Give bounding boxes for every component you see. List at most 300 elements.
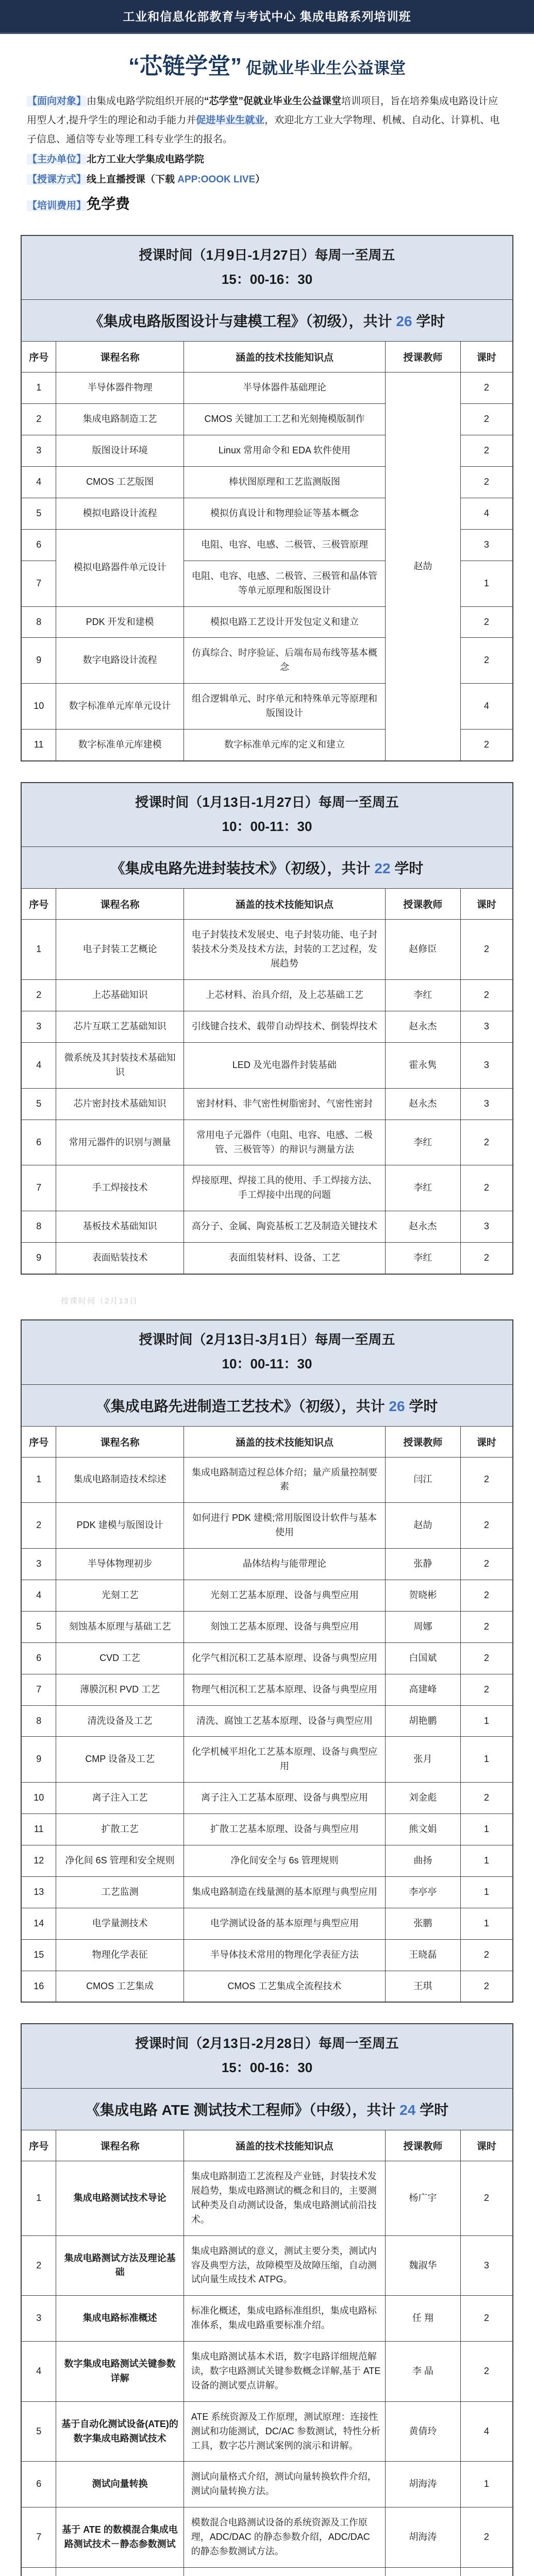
course-name-cell: CVD 工艺 xyxy=(56,1642,184,1674)
teacher-cell: 赵永杰 xyxy=(385,1211,460,1243)
table-row xyxy=(21,1971,513,2002)
course-name-cell: 离子注入工艺 xyxy=(56,1783,184,1814)
schedule-line2: 10：00-11：30 xyxy=(222,1355,312,1371)
course-name-cell: 表面贴装技术 xyxy=(56,1243,183,1274)
topics-cell: 密封材料、非气密性树脂密封、气密性密封 xyxy=(183,1088,385,1120)
table-row xyxy=(21,1243,513,1274)
topics-cell: 扩散工艺基本原理、设备与典型应用 xyxy=(183,1814,385,1845)
total-hours: 24 xyxy=(399,2102,416,2119)
teacher-cell: 霍永隽 xyxy=(385,1042,460,1088)
hours-cell: 3 xyxy=(460,1011,513,1043)
course-name-cell: 半导体物理初步 xyxy=(56,1549,184,1580)
audience-mid: 培训项目，旨在培养集成电路设计应用型人才,提升学生的理论和动手能力并 xyxy=(27,96,498,126)
topics-cell: 模拟电路工艺设计开发包定义和建立 xyxy=(183,606,385,638)
table-title-suffix: 学时 xyxy=(415,2102,449,2119)
hours-cell: 4 xyxy=(460,684,513,730)
hours-cell xyxy=(460,2567,513,2576)
hours-cell: 2 xyxy=(460,638,513,684)
topics-cell: 表面组装材料、设备、工艺 xyxy=(183,1243,385,1274)
table-row xyxy=(21,1642,513,1674)
row-number-cell: 4 xyxy=(21,2342,56,2402)
row-number-cell: 16 xyxy=(21,1971,56,2002)
teacher-cell: 张月 xyxy=(386,1737,461,1783)
topics-cell: 引线键合技术、载带自动焊技术、倒装焊技术 xyxy=(183,1011,385,1043)
table-row xyxy=(21,1120,513,1165)
organizer-value: 北方工业大学集成电路学院 xyxy=(87,154,205,165)
row-number-cell: 7 xyxy=(21,1674,56,1705)
row-number-cell: 6 xyxy=(21,529,56,561)
table-title: 《集成电路 ATE 测试技术工程师》（中级），共计 xyxy=(85,2102,400,2119)
hours-cell: 2 xyxy=(460,404,513,435)
hours-cell: 1 xyxy=(460,1876,513,1908)
column-header: 课程名称 xyxy=(56,2130,183,2161)
teacher-cell: 李红 xyxy=(385,1120,460,1165)
teacher-cell: 黄倩玲 xyxy=(386,2401,461,2462)
topics-cell: 晶体结构与能带理论 xyxy=(183,1549,385,1580)
column-header: 涵盖的技术技能知识点 xyxy=(183,889,385,920)
teacher-cell: 白国斌 xyxy=(386,1642,461,1674)
course-name-cell: 模拟电路设计流程 xyxy=(56,498,184,529)
hours-cell: 2 xyxy=(460,2342,513,2402)
teacher-cell: 张鹏 xyxy=(386,1908,461,1939)
course-table-layout-design xyxy=(21,235,513,761)
table-row xyxy=(21,1042,513,1088)
hours-cell: 2 xyxy=(460,2161,513,2236)
teacher-cell: 杨广宇 xyxy=(386,2161,461,2236)
ghost-text: 授课时间（2月13日 xyxy=(61,1296,139,1306)
teacher-cell: 刘金彪 xyxy=(386,1783,461,1814)
hours-cell: 2 xyxy=(460,372,513,404)
table-row xyxy=(21,1845,513,1877)
course-table-advanced-manufacturing xyxy=(21,1319,513,2003)
total-hours: 26 xyxy=(389,1398,405,1414)
total-hours: 22 xyxy=(374,860,391,877)
teacher-cell: 李 晶 xyxy=(386,2342,461,2402)
teacher-cell: 李红 xyxy=(385,980,460,1011)
row-number-cell: 4 xyxy=(21,1042,56,1088)
course-name-cell: 物理化学表征 xyxy=(56,1939,184,1971)
column-header: 序号 xyxy=(21,342,56,372)
hours-cell: 1 xyxy=(460,2462,513,2507)
course-name-cell: 集成电路制造技术综述 xyxy=(56,1457,184,1503)
hours-cell: 2 xyxy=(460,1120,513,1165)
row-number-cell: 1 xyxy=(21,1457,56,1503)
schedule-line1: 授课时间（2月13日-3月1日）每周一至周五 xyxy=(139,1331,395,1347)
topics-cell: 集成电路测试基本术语，数字电路详细规范解读，数字电路测试关键参数概念详解,基于 ATE 设备的测试要点讲解。 xyxy=(183,2342,385,2402)
hours-cell: 2 xyxy=(460,467,513,498)
topics-cell: 模数混合电路测试设备的系统资源及工作原理，ADC/DAC 的静态参数介绍，ADC/DAC 的静态参数测试方法。 xyxy=(183,2507,385,2568)
table-row xyxy=(21,1814,513,1845)
hours-cell: 2 xyxy=(460,730,513,761)
hours-cell: 3 xyxy=(460,1042,513,1088)
table-title-row xyxy=(21,1384,513,1426)
topics-cell: 离子注入工艺基本原理、设备与典型应用 xyxy=(183,1783,385,1814)
course-name-cell: PDK 建模与版图设计 xyxy=(56,1503,184,1549)
hours-cell: 2 xyxy=(460,1503,513,1549)
teacher-cell: 胡艳鹏 xyxy=(386,1705,461,1737)
column-header: 课时 xyxy=(460,889,513,920)
teacher-cell: 曲扬 xyxy=(386,1845,461,1877)
hours-cell: 4 xyxy=(460,498,513,529)
column-header: 授课教师 xyxy=(386,342,461,372)
course-name-cell: 手工焊接技术 xyxy=(56,1165,183,1211)
row-number-cell: 2 xyxy=(21,1503,56,1549)
hours-cell: 2 xyxy=(460,2507,513,2568)
teacher-cell: 高建峰 xyxy=(386,1674,461,1705)
course-name-cell: 刻蚀基本原理与基础工艺 xyxy=(56,1611,184,1642)
column-header-row xyxy=(21,342,513,372)
course-name-cell: 数字标准单元库建模 xyxy=(56,730,184,761)
page-title-quoted: “芯链学堂” xyxy=(128,54,242,79)
teacher-cell: 闫江 xyxy=(386,1457,461,1503)
table-row xyxy=(21,2296,513,2342)
schedule-row xyxy=(21,235,513,300)
table-row xyxy=(21,2507,513,2568)
fee-value: 免学费 xyxy=(87,196,130,212)
hours-cell: 2 xyxy=(460,1642,513,1674)
row-number-cell: 1 xyxy=(21,2161,56,2236)
audience-post: ，欢迎北方工业大学物理、机械、自动化、计算机、电子信息、通信等专业等理工科专业学生的报名。 xyxy=(27,115,500,145)
row-number-cell: 11 xyxy=(21,730,56,761)
course-name-cell: 数字电路设计流程 xyxy=(56,638,184,684)
topics-cell: 净化间安全与 6s 管理规则 xyxy=(183,1845,385,1877)
hours-cell: 1 xyxy=(460,1705,513,1737)
table-row xyxy=(21,1165,513,1211)
teacher-cell: 李红 xyxy=(385,1165,460,1211)
row-number-cell xyxy=(21,2567,56,2576)
topics-cell: Linux 常用命令和 EDA 软件使用 xyxy=(183,435,385,467)
table-title-row xyxy=(21,847,513,889)
table-row xyxy=(21,1908,513,1939)
course-name-cell: 集成电路测试方法及理论基础 xyxy=(56,2235,183,2296)
row-number-cell: 1 xyxy=(21,920,56,980)
top-banner-text: 工业和信息化部教育与考试中心 集成电路系列培训班 xyxy=(123,10,411,23)
table-title-suffix: 学时 xyxy=(405,1398,438,1414)
hours-cell: 1 xyxy=(460,561,513,606)
table-title-row xyxy=(21,2089,513,2130)
topics-cell: 化学机械平坦化工艺基本原理、设备与典型应用 xyxy=(183,1737,385,1783)
organizer-label: 【主办单位】 xyxy=(27,154,87,165)
teacher-cell: 贺晓彬 xyxy=(386,1580,461,1612)
course-table-ate-testing xyxy=(21,2023,513,2576)
table-row xyxy=(21,1549,513,1580)
course-name-cell: 数字集成电路测试关键参数详解 xyxy=(56,2342,183,2402)
table-row xyxy=(21,1457,513,1503)
course-name-cell: 数字标准单元库单元设计 xyxy=(56,684,184,730)
course-name-cell: 微系统及其封装技术基础知识 xyxy=(56,1042,183,1088)
hours-cell: 2 xyxy=(460,1580,513,1612)
column-header-row xyxy=(21,889,513,920)
course-name-cell: 上芯基础知识 xyxy=(56,980,183,1011)
schedule-line2: 15：00-16：30 xyxy=(221,271,313,287)
table-title-row xyxy=(21,300,513,342)
method-post: ） xyxy=(255,174,265,185)
column-header: 涵盖的技术技能知识点 xyxy=(183,2130,385,2161)
course-name-cell: 集成电路制造工艺 xyxy=(56,404,184,435)
table-row xyxy=(21,2161,513,2236)
schedule-row xyxy=(21,1320,513,1384)
row-number-cell: 12 xyxy=(21,1845,56,1877)
course-name-cell: 半导体器件物理 xyxy=(56,372,184,404)
topics-cell: CMOS 关键加工工艺和光刻掩模版制作 xyxy=(183,404,385,435)
table-row xyxy=(21,2567,513,2576)
row-number-cell: 14 xyxy=(21,1908,56,1939)
course-name-cell: 电子封装工艺概论 xyxy=(56,920,183,980)
row-number-cell: 10 xyxy=(21,684,56,730)
column-header: 序号 xyxy=(21,2130,56,2161)
table-body xyxy=(21,1457,513,2002)
teacher-cell: 赵永杰 xyxy=(385,1011,460,1043)
audience-highlight: 促进毕业生就业 xyxy=(196,115,265,126)
hours-cell: 4 xyxy=(460,2401,513,2462)
table-row xyxy=(21,1876,513,1908)
course-name-cell: 电学量测技术 xyxy=(56,1908,184,1939)
top-banner xyxy=(0,0,534,34)
column-header: 涵盖的技术技能知识点 xyxy=(183,1426,385,1457)
hours-cell: 2 xyxy=(460,435,513,467)
hours-cell: 2 xyxy=(460,2296,513,2342)
hours-cell: 2 xyxy=(460,980,513,1011)
topics-cell: 清洗、腐蚀工艺基本原理、设备与典型应用 xyxy=(183,1705,385,1737)
hours-cell: 2 xyxy=(460,1165,513,1211)
method-label: 【授课方式】 xyxy=(27,174,87,185)
course-name-cell xyxy=(56,2567,183,2576)
teacher-cell: 熊文娟 xyxy=(386,1814,461,1845)
table-row xyxy=(21,1783,513,1814)
schedule-line1: 授课时间（2月13日-2月28日）每周一至周五 xyxy=(135,2036,399,2052)
topics-cell: 电学测试设备的基本原理与典型应用 xyxy=(183,1908,385,1939)
hours-cell: 2 xyxy=(460,1939,513,1971)
fee-label: 【培训费用】 xyxy=(27,200,87,212)
row-number-cell: 5 xyxy=(21,1611,56,1642)
row-number-cell: 8 xyxy=(21,1211,56,1243)
topics-cell: 仿真综合、时序验证、后端布局布线等基本概念 xyxy=(183,638,385,684)
column-header: 课时 xyxy=(460,342,513,372)
row-number-cell: 9 xyxy=(21,1243,56,1274)
hours-cell: 2 xyxy=(460,1674,513,1705)
teacher-cell: 赵劼 xyxy=(386,1503,461,1549)
row-number-cell: 2 xyxy=(21,404,56,435)
row-number-cell: 10 xyxy=(21,1783,56,1814)
column-header: 课程名称 xyxy=(56,342,184,372)
hours-cell: 3 xyxy=(460,529,513,561)
table-title: 《集成电路先进制造工艺技术》（初级），共计 xyxy=(96,1398,389,1414)
course-name-cell: 芯片互联工艺基础知识 xyxy=(56,1011,183,1043)
column-header-row xyxy=(21,1426,513,1457)
course-name-cell: 基于自动化测试设备(ATE)的数字集成电路测试技术 xyxy=(56,2401,183,2462)
teacher-cell: 赵修臣 xyxy=(385,920,460,980)
course-name-cell: 集成电路测试技术导论 xyxy=(56,2161,183,2236)
row-number-cell: 8 xyxy=(21,606,56,638)
page-title xyxy=(0,47,534,80)
table-title-suffix: 学时 xyxy=(390,860,424,877)
teacher-cell: 李红 xyxy=(385,1243,460,1274)
row-number-cell: 13 xyxy=(21,1876,56,1908)
column-header: 课程名称 xyxy=(56,889,183,920)
table-row xyxy=(21,2462,513,2507)
schedule-line1: 授课时间（1月13日-1月27日）每周一至周五 xyxy=(135,794,399,810)
column-header: 授课教师 xyxy=(386,2130,461,2161)
organizer-paragraph xyxy=(27,150,507,169)
course-name-cell: 常用元器件的识别与测量 xyxy=(56,1120,183,1165)
total-hours: 26 xyxy=(396,313,412,330)
table-row xyxy=(21,1088,513,1120)
schedule-row xyxy=(21,783,513,847)
hours-cell: 2 xyxy=(460,1611,513,1642)
column-header: 授课教师 xyxy=(385,889,460,920)
table-row xyxy=(21,2342,513,2402)
topics-cell: 模拟仿真设计和物理验证等基本概念 xyxy=(183,498,385,529)
column-header: 授课教师 xyxy=(386,1426,461,1457)
course-name-cell: PDK 开发和建模 xyxy=(56,606,184,638)
row-number-cell: 4 xyxy=(21,1580,56,1612)
teacher-cell: 胡海涛 xyxy=(386,2462,461,2507)
course-name-cell: 集成电路标准概述 xyxy=(56,2296,183,2342)
hours-cell: 2 xyxy=(460,1549,513,1580)
column-header: 课时 xyxy=(460,1426,513,1457)
topics-cell: 组合逻辑单元、时序单元和特殊单元等原理和版图设计 xyxy=(183,684,385,730)
schedule-line2: 15：00-16：30 xyxy=(221,2060,313,2076)
table-body xyxy=(21,920,513,1274)
row-number-cell: 8 xyxy=(21,1705,56,1737)
topics-cell: 标准化概述，集成电路标准组织，集成电路标准体系，集成电路重要标准介绍。 xyxy=(183,2296,385,2342)
teacher-cell: 王琪 xyxy=(386,1971,461,2002)
column-header: 课程名称 xyxy=(56,1426,184,1457)
audience-label: 【面向对象】 xyxy=(27,96,87,107)
hours-cell: 2 xyxy=(460,1457,513,1503)
row-number-cell: 3 xyxy=(21,435,56,467)
schedule-line1: 授课时间（1月9日-1月27日）每周一至周五 xyxy=(139,247,395,263)
row-number-cell: 7 xyxy=(21,561,56,606)
course-name-cell: CMOS 工艺版图 xyxy=(56,467,184,498)
hours-cell: 2 xyxy=(460,1783,513,1814)
course-name-cell: 薄膜沉积 PVD 工艺 xyxy=(56,1674,184,1705)
topics-cell: 数字标准单元库的定义和建立 xyxy=(183,730,385,761)
table-row xyxy=(21,1503,513,1549)
topics-cell: LED 及光电器件封装基础 xyxy=(183,1042,385,1088)
row-number-cell: 6 xyxy=(21,2462,56,2507)
teacher-cell: 魏淑华 xyxy=(386,2235,461,2296)
column-header: 课时 xyxy=(460,2130,513,2161)
hours-cell: 1 xyxy=(460,1814,513,1845)
table-row xyxy=(21,2235,513,2296)
row-number-cell: 9 xyxy=(21,1737,56,1783)
topics-cell: CMOS 工艺集成全流程技术 xyxy=(183,1971,385,2002)
topics-cell: 电阻、电容、电感、二极管、三极管和晶体管等单元原理和版图设计 xyxy=(183,561,385,606)
column-header: 序号 xyxy=(21,889,56,920)
column-header: 涵盖的技术技能知识点 xyxy=(183,342,385,372)
topics-cell: 电子封装技术发展史、电子封装功能、电子封装技术分类及技术方法，封装的工艺过程，发展趋势 xyxy=(183,920,385,980)
table-title: 《集成电路版图设计与建模工程》（初级），共计 xyxy=(89,313,396,330)
table-row xyxy=(21,980,513,1011)
course-name-cell: 清洗设备及工艺 xyxy=(56,1705,184,1737)
row-number-cell: 2 xyxy=(21,2235,56,2296)
table-row xyxy=(21,1939,513,1971)
column-header-row xyxy=(21,2130,513,2161)
row-number-cell: 3 xyxy=(21,2296,56,2342)
table-row xyxy=(21,372,513,404)
hours-cell: 3 xyxy=(460,1088,513,1120)
topics-cell: 焊接原理、焊接工具的使用、手工焊接方法、手工焊接中出现的问题 xyxy=(183,1165,385,1211)
teacher-cell: 赵永杰 xyxy=(385,1088,460,1120)
topics-cell: 化学气相沉积工艺基本原理、设备与典型应用 xyxy=(183,1642,385,1674)
teacher-cell: 李亭亭 xyxy=(386,1876,461,1908)
row-number-cell: 11 xyxy=(21,1814,56,1845)
fee-paragraph xyxy=(27,190,507,218)
course-name-cell: 工艺监测 xyxy=(56,1876,184,1908)
page-title-rest: 促就业毕业生公益课堂 xyxy=(246,59,406,77)
table-row xyxy=(21,1580,513,1612)
schedule-row xyxy=(21,2024,513,2088)
course-name-cell: 芯片密封技术基础知识 xyxy=(56,1088,183,1120)
topics-cell: 电阻、电容、电感、二极管、三极管原理 xyxy=(183,529,385,561)
teacher-cell: 胡海涛 xyxy=(386,2507,461,2568)
hours-cell: 2 xyxy=(460,920,513,980)
course-name-cell: 光刻工艺 xyxy=(56,1580,184,1612)
hours-cell: 3 xyxy=(460,2235,513,2296)
table-row xyxy=(21,1211,513,1243)
teacher-cell: 张静 xyxy=(386,1549,461,1580)
course-name-cell: 净化间 6S 管理和安全规则 xyxy=(56,1845,184,1877)
table-row xyxy=(21,1674,513,1705)
topics-cell xyxy=(183,2567,385,2576)
column-header: 序号 xyxy=(21,1426,56,1457)
teacher-cell: 王晓磊 xyxy=(386,1939,461,1971)
table-title-suffix: 学时 xyxy=(412,313,445,330)
topics-cell: 如何进行 PDK 建模;常用版图设计软件与基本使用 xyxy=(183,1503,385,1549)
hours-cell: 2 xyxy=(460,1971,513,2002)
hours-cell: 1 xyxy=(460,1908,513,1939)
hours-cell: 3 xyxy=(460,1211,513,1243)
row-number-cell: 7 xyxy=(21,2507,56,2568)
audience-paragraph xyxy=(27,92,507,149)
topics-cell: 高分子、金属、陶瓷基板工艺及制造关键技术 xyxy=(183,1211,385,1243)
table-row xyxy=(21,1011,513,1043)
topics-cell: 光刻工艺基本原理、设备与典型应用 xyxy=(183,1580,385,1612)
row-number-cell: 3 xyxy=(21,1011,56,1043)
course-name-cell: 扩散工艺 xyxy=(56,1814,184,1845)
table-body xyxy=(21,372,513,761)
method-paragraph xyxy=(27,170,507,189)
topics-cell: 集成电路制造工艺流程及产业链，封装技术发展趋势，集成电路测试的概念和目的，主要测试种类及自动测试设备，集成电路测试前沿技术。 xyxy=(183,2161,385,2236)
teacher-cell: 周娜 xyxy=(386,1611,461,1642)
teacher-cell: 任 翔 xyxy=(386,2296,461,2342)
course-name-cell: CMP 设备及工艺 xyxy=(56,1737,184,1783)
hours-cell: 2 xyxy=(460,606,513,638)
row-number-cell: 6 xyxy=(21,1642,56,1674)
topics-cell: 测试向量格式介绍，测试向量转换软件介绍，测试向量转换方法。 xyxy=(183,2462,385,2507)
row-number-cell: 4 xyxy=(21,467,56,498)
course-name-cell: 版图设计环境 xyxy=(56,435,184,467)
row-number-cell: 1 xyxy=(21,372,56,404)
row-number-cell: 7 xyxy=(21,1165,56,1211)
hours-cell: 2 xyxy=(460,1243,513,1274)
table-row xyxy=(21,1611,513,1642)
course-table-advanced-packaging xyxy=(21,782,513,1275)
hours-cell: 1 xyxy=(460,1845,513,1877)
method-pre: 线上直播授课（下载 xyxy=(87,174,178,185)
row-number-cell: 15 xyxy=(21,1939,56,1971)
course-name-cell: 测试向量转换 xyxy=(56,2462,183,2507)
teacher-cell: 赵劼 xyxy=(386,372,461,761)
intro-section xyxy=(0,86,534,222)
teacher-cell xyxy=(386,2567,461,2576)
course-name-cell: 模拟电路器件单元设计 xyxy=(56,529,184,606)
table-body xyxy=(21,2161,513,2576)
row-number-cell: 3 xyxy=(21,1549,56,1580)
topics-cell: 半导体器件基础理论 xyxy=(183,372,385,404)
topics-cell: 集成电路制造过程总体介绍；量产质量控制要素 xyxy=(183,1457,385,1503)
